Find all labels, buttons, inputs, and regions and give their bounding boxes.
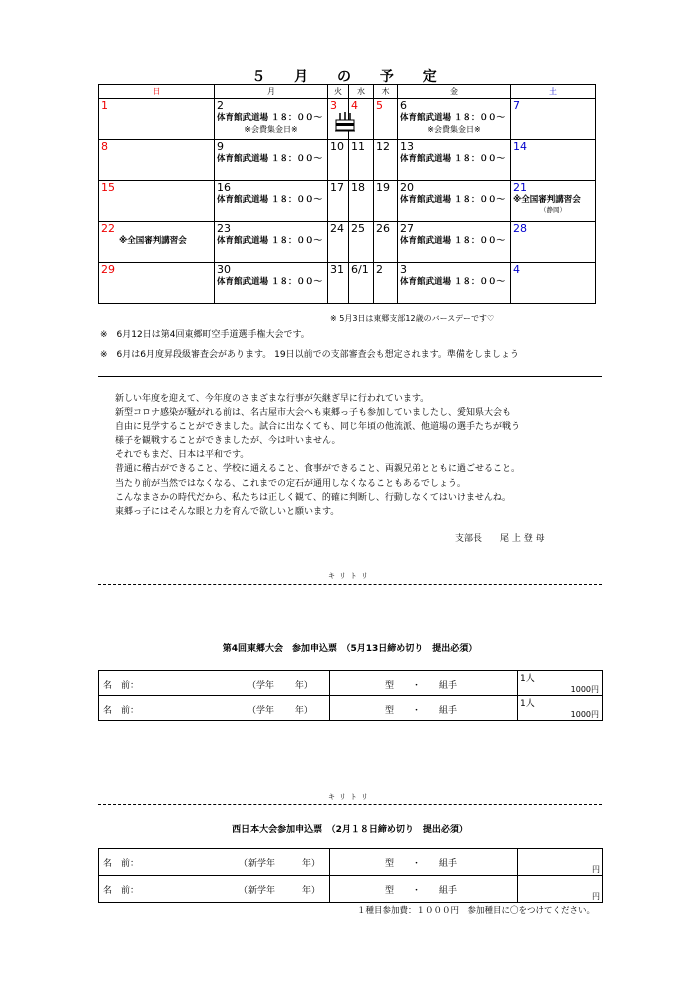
day-cell [99,222,215,263]
yen-label: 円 [592,892,600,901]
day-number: 23 [217,222,231,235]
event-choice-label: 型 ・ 組手 [385,859,458,869]
day-number: 5 [376,99,383,112]
practice-event: 体育館武道場 １８：００～ [217,113,322,123]
day-number: 21 [513,181,527,194]
signature: 支部長 尾 上 登 母 [455,534,545,544]
day-number: 1 [101,99,108,112]
day-cell [374,140,398,181]
notice-line: ※ 6月は6月度昇段級審査会があります。 19日以前での支部審査会も想定されます。準備をしましょう [100,350,519,360]
calendar-header-row [99,85,596,99]
header-sunday: 日 [99,85,215,99]
day-number: 11 [351,140,365,153]
event-choice-field[interactable] [330,849,518,876]
day-number: 31 [330,263,344,276]
seminar-event: ※全国審判講習会 [513,195,581,205]
message-line: 自由に見学することができました。試合に出なくても、同じ年頃の他流派、他道場の選手たちが戦う [115,422,521,433]
calendar-week [99,99,596,140]
event-choice-label: 型 ・ 組手 [385,706,458,716]
day-cell [215,263,328,304]
day-number: 10 [330,140,344,153]
day-number: 26 [376,222,390,235]
name-field[interactable] [99,876,330,903]
cut-label: キリトリ [328,572,372,580]
day-cell [349,181,374,222]
day-number: 8 [101,140,108,153]
fee-cell [518,849,603,876]
day-number: 3 [330,99,337,112]
header-thursday: 木 [374,85,398,99]
message-line: 普通に稽古ができること、学校に通えること、食事ができること、両親兄弟とともに過ごせること。 [115,464,521,475]
fee-cell [518,671,603,696]
cut-line [98,804,602,805]
fee-note: １種目参加費：１０００円 参加種目に〇をつけてください。 [357,906,596,916]
day-number: 2 [376,263,383,276]
section-divider [98,376,602,377]
fee-amount: 1000円 [570,710,599,719]
day-cell [349,140,374,181]
entry-row [99,696,603,721]
header-saturday: 土 [511,85,596,99]
calendar-week [99,140,596,181]
day-number: 7 [513,99,520,112]
fee-amount: 1000円 [570,685,599,694]
day-cell [215,181,328,222]
form-title: 第4回東郷大会 参加申込票 （5月13日締め切り 提出必須） [222,644,478,654]
day-cell [511,181,596,222]
fee-per-person: 1人 [520,674,535,684]
practice-event: 体育館武道場 １８：００～ [400,113,505,123]
day-number: 9 [217,140,224,153]
entry-row [99,671,603,696]
name-label: 名 前： [103,859,140,869]
day-number: 25 [351,222,365,235]
day-cell [215,99,328,140]
yen-label: 円 [592,865,600,874]
day-number: 12 [376,140,390,153]
message-line: こんなまさかの時代だから、私たちは正しく観て、的確に判断し、行動しなくてはいけませんね。 [115,492,511,503]
event-choice-field[interactable] [330,696,518,721]
day-number: 3 [400,263,407,276]
day-cell [349,222,374,263]
day-number: 6 [400,99,407,112]
notice-line: ※ 6月12日は第4回東郷町空手道選手権大会です。 [100,330,310,340]
tougou-entry-form [98,670,603,721]
day-number: 29 [101,263,115,276]
seminar-event: ※全国審判講習会 [119,236,187,246]
practice-event: 体育館武道場 １８：００～ [400,195,505,205]
day-number: 27 [400,222,414,235]
name-field[interactable] [99,849,330,876]
day-number: 18 [351,181,365,194]
day-cell [398,222,511,263]
day-number: 14 [513,140,527,153]
name-label: 名 前： [103,681,140,691]
calendar-week [99,222,596,263]
name-label: 名 前： [103,886,140,896]
message-body [115,392,520,519]
day-number: 30 [217,263,231,276]
message-line: 東郷っ子にはそんな眼と力を育んで欲しいと願います。 [115,506,340,517]
event-choice-field[interactable] [330,876,518,903]
day-cell [215,222,328,263]
day-cell [215,140,328,181]
day-cell [398,263,511,304]
day-cell [99,263,215,304]
day-cell [349,99,374,140]
grade-label: （学年 年） [247,681,313,691]
day-cell [328,99,349,140]
day-cell [511,263,596,304]
day-number: 2 [217,99,224,112]
header-monday: 月 [215,85,328,99]
fee-day-note: ※会費集金日※ [244,125,298,134]
day-number: 16 [217,181,231,194]
day-number: 24 [330,222,344,235]
day-cell [398,140,511,181]
calendar-week [99,263,596,304]
practice-event: 体育館武道場 １８：００～ [217,154,322,164]
event-choice-label: 型 ・ 組手 [385,681,458,691]
day-cell [374,222,398,263]
day-cell [328,140,349,181]
day-cell [99,140,215,181]
day-number: 22 [101,222,115,235]
message-line: 様子を観戦することができましたが、今は叶いません。 [115,436,341,447]
day-cell [511,99,596,140]
event-choice-field[interactable] [330,671,518,696]
header-tuesday: 火 [328,85,349,99]
form-title: 西日本大会参加申込票 （2月１８日締め切り 提出必須） [232,825,468,835]
day-cell [398,99,511,140]
message-line: それでもまだ、日本は平和です。 [115,450,250,461]
practice-event: 体育館武道場 １８：００～ [217,277,322,287]
fee-per-person: 1人 [520,699,535,709]
entry-row [99,876,603,903]
name-field[interactable] [99,696,330,721]
day-cell [374,181,398,222]
header-friday: 金 [398,85,511,99]
day-cell [328,222,349,263]
day-cell [374,99,398,140]
day-number: 6/1 [351,263,369,276]
day-number: 20 [400,181,414,194]
practice-event: 体育館武道場 １８：００～ [400,277,505,287]
calendar-week [99,181,596,222]
day-cell [99,99,215,140]
nishinihon-entry-form [98,848,603,903]
grade-label: （学年 年） [247,706,313,716]
day-number: 19 [376,181,390,194]
grade-label: （新学年 年） [239,859,321,869]
name-field[interactable] [99,671,330,696]
calendar-footnote: ※ 5月3日は東郷支部12歳のバースデーです♡ [330,314,495,323]
calendar-title: ５ 月 の 予 定 [251,69,449,85]
cut-label: キリトリ [328,793,372,801]
seminar-location: （静岡） [540,206,566,214]
fee-cell [518,696,603,721]
event-choice-label: 型 ・ 組手 [385,886,458,896]
day-cell [99,181,215,222]
grade-label: （新学年 年） [239,886,321,896]
entry-row [99,849,603,876]
day-number: 15 [101,181,115,194]
day-number: 17 [330,181,344,194]
day-cell [511,222,596,263]
practice-event: 体育館武道場 １８：００～ [217,236,322,246]
day-number: 4 [513,263,520,276]
cut-line [98,584,602,585]
header-wednesday: 水 [349,85,374,99]
fee-cell [518,876,603,903]
practice-event: 体育館武道場 １８：００～ [217,195,322,205]
message-line: 新しい年度を迎えて、今年度のさまざまな行事が矢継ぎ早に行われています。 [115,394,430,404]
day-number: 13 [400,140,414,153]
day-number: 28 [513,222,527,235]
day-cell [398,181,511,222]
practice-event: 体育館武道場 １８：００～ [400,236,505,246]
fee-day-note: ※会費集金日※ [427,125,481,134]
day-cell [511,140,596,181]
may-calendar [98,84,596,304]
day-number: 4 [351,99,358,112]
message-line: 当たり前が当然ではなくなる、これまでの定石が通用しなくなることもあるでしょう。 [115,478,466,489]
day-cell [328,263,349,304]
name-label: 名 前： [103,706,140,716]
day-cell [374,263,398,304]
day-cell [349,263,374,304]
practice-event: 体育館武道場 １８：００～ [400,154,505,164]
message-line: 新型コロナ感染が騒がれる前は、名古屋市大会へも東郷っ子も参加していましたし、愛知県大会も [115,408,512,419]
day-cell [328,181,349,222]
